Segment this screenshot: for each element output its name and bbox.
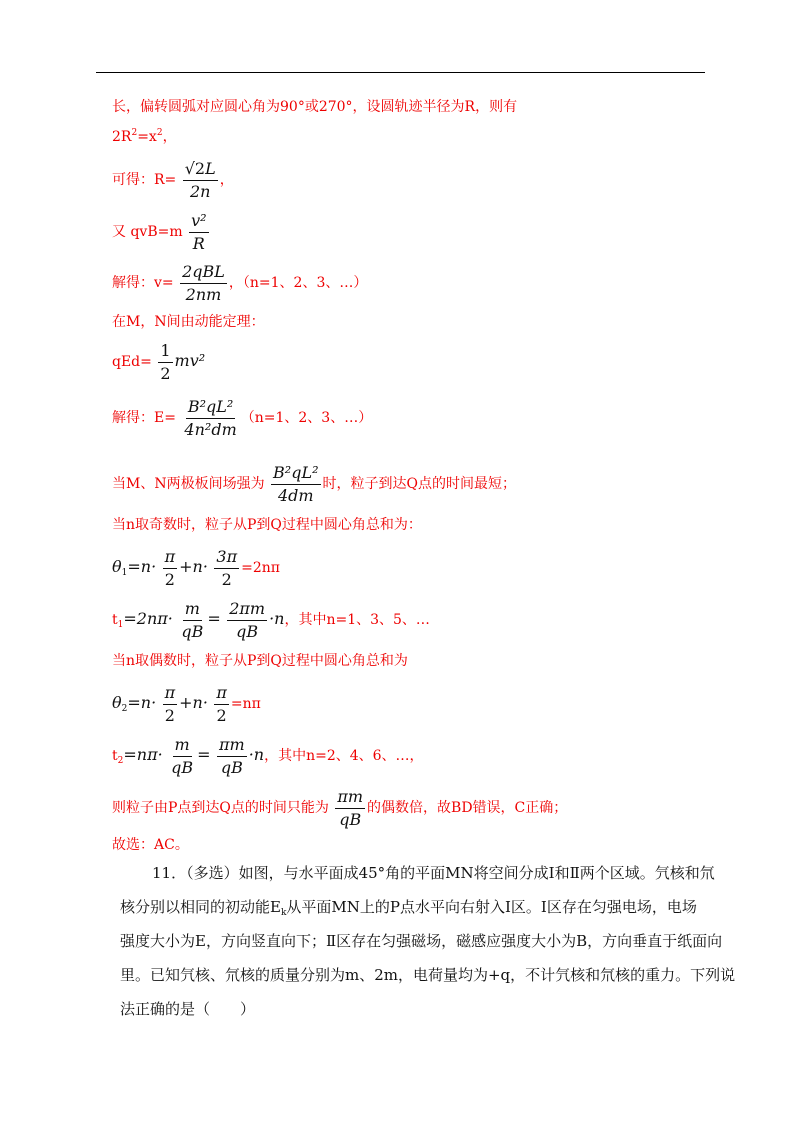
question-line-5: 法正确的是（ ）: [120, 1000, 256, 1018]
solution-line-16: 则粒子由P点到达Q点的时间只能为 $\frac{\pi m}{qB}$ 的偶数倍，故BD错误，C正确；: [112, 787, 568, 829]
question-line-2: 核分别以相同的初动能$E_k$从平面MN上的P点水平向右射入Ⅰ区。Ⅰ区存在匀强电场，电场: [120, 898, 697, 918]
solution-line-2: $2R^2=x^2$，: [112, 128, 177, 145]
solution-line-7: qEd= $\frac{1}{2}$ mv²: [112, 341, 206, 383]
solution-line-9: 当M、N两极板间场强为 $\frac{\text{B²qL²}}{4dm}$ 时，粒子到达Q点的时间最短；: [112, 463, 516, 505]
radius-fraction: $\frac{√2L}{2n}$: [184, 159, 216, 201]
header-rule: [96, 72, 705, 73]
solution-line-12: $t_1=2n\pi\cdot$ $\frac{m}{qB}$ = $\frac{2\pi m}{qB}$ ·n，其中n=1、3、5、…: [112, 599, 430, 641]
question-line-1: 11．（多选）如图，与水平面成45°角的平面MN将空间分成Ⅰ和Ⅱ两个区域。氕核和氘: [152, 864, 715, 882]
half-fraction: $\frac{1}{2}$: [160, 341, 171, 383]
t2-frac-2: $\frac{\pi m}{qB}$: [219, 735, 245, 777]
theta1-frac-1: $\frac{\pi}{2}$: [164, 547, 176, 589]
solution-line-13: 当n取偶数时，粒子从P到Q过程中圆心角总和为: [112, 653, 408, 669]
period-fraction: $\frac{\pi m}{qB}$: [337, 787, 364, 829]
centripetal-fraction: $\frac{\text{v²}}{R}$: [191, 211, 207, 253]
t1-frac-1: $\frac{m}{qB}$: [181, 599, 204, 641]
theta2-frac-2: $\frac{\pi}{2}$: [216, 683, 227, 725]
solution-line-1: 长，偏转圆弧对应圆心角为90°或270°，设圆轨迹半径为R，则有: [112, 99, 518, 115]
solution-line-10: 当n取奇数时，粒子从P到Q过程中圆心角总和为：: [112, 517, 422, 533]
velocity-fraction: $\frac{\text{2qBL}}{2nm}$: [182, 262, 225, 304]
solution-line-6: 在M，N间由动能定理：: [112, 314, 265, 330]
solution-line-5: 解得：v= $\frac{\text{2qBL}}{2nm}$ ，（n=1、2、3、…）: [112, 262, 368, 304]
t2-frac-1: $\frac{m}{qB}$: [171, 735, 194, 777]
solution-line-4: 又 qvB=m $\frac{\text{v²}}{R}$: [112, 211, 207, 253]
question-11: [120, 856, 736, 1026]
solution-line-8: 解得：E= $\frac{\text{B²qL²}}{\text{4n²dm}}$ （n=1、2、3、…）: [112, 397, 373, 439]
solution-line-17: 故选：AC。: [112, 837, 189, 853]
field-fraction: $\frac{\text{B²qL²}}{\text{4n²dm}}$: [184, 397, 237, 439]
theta1-frac-2: $\frac{3\pi}{2}$: [216, 547, 238, 589]
question-line-4: 里。已知氕核、氘核的质量分别为m、2m，电荷量均为+q，不计氕核和氘核的重力。下列说: [120, 966, 736, 984]
theta2-frac-1: $\frac{\pi}{2}$: [164, 683, 176, 725]
question-line-3: 强度大小为E，方向竖直向下；Ⅱ区存在匀强磁场，磁感应强度大小为B，方向垂直于纸面向: [120, 932, 723, 950]
min-field-fraction: $\frac{\text{B²qL²}}{4dm}$: [273, 463, 319, 505]
solution-line-11: $\theta_1=n\cdot$ $\frac{\pi}{2}$ +n· $\frac{3\pi}{2}$ =2nπ: [112, 547, 280, 589]
solution-line-14: $\theta_2=n\cdot$ $\frac{\pi}{2}$ +n· $\frac{\pi}{2}$ =nπ: [112, 683, 261, 725]
solution-line-15: $t_2=n\pi\cdot$ $\frac{m}{qB}$ = $\frac{\pi m}{qB}$ ·n，其中n=2、4、6、…，: [112, 735, 424, 777]
solution-line-3: 可得：R= $\frac{√2L}{2n}$ ，: [112, 159, 234, 201]
t1-frac-2: $\frac{2\pi m}{qB}$: [229, 599, 266, 641]
